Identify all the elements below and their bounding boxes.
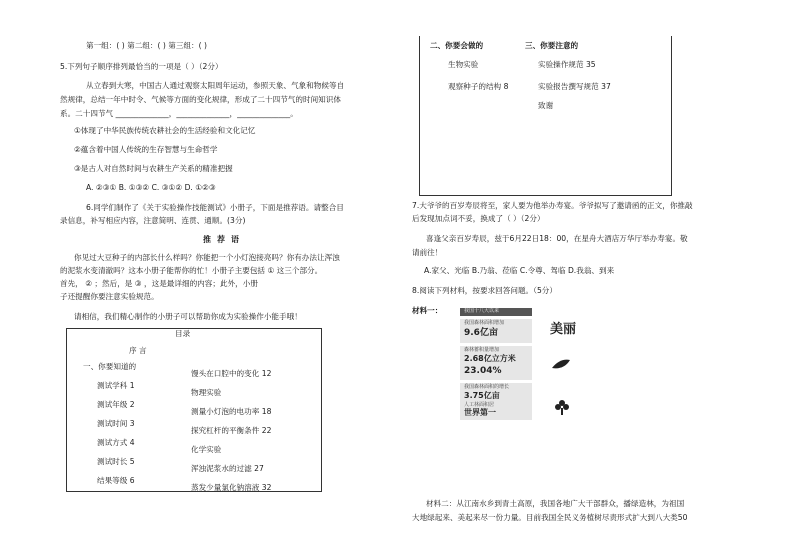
rec-line-3: 首先， ② ；然后，是 ③ ，这是最详细的内容；此外，小册 bbox=[60, 279, 258, 288]
q7-body-line-1: 喜逢父亲百岁寿辰，兹于6月22日18：00，在星舟大酒店万华厅举办寿宴。敬 bbox=[426, 234, 688, 243]
toc-item: 物理实验 bbox=[191, 388, 222, 397]
toc-section-3: 三、你要注意的 bbox=[525, 41, 579, 50]
q5-passage-line-1: 从立春到大寒，中国古人通过观察太阳周年运动，参照天象、气象和物候等自 bbox=[86, 81, 345, 90]
q8-stem: 8.阅读下列材料，按要求回答问题。（5分） bbox=[412, 286, 557, 295]
rec-line-1: 你见过大豆种子的内部长什么样吗？你能把一个小灯泡接亮吗？你有办法让浑浊 bbox=[74, 253, 340, 262]
q7-stem-line-2: 后发现加点词不妥，换成了（ ）（2分） bbox=[412, 214, 545, 223]
q5-option-3: ③是古人对自然时间与农耕生产关系的精准把握 bbox=[74, 164, 233, 173]
groups-line: 第一组：( ) 第二组：( ) 第三组：( ) bbox=[86, 41, 207, 50]
toc-item: 馒头在口腔中的变化 12 bbox=[191, 369, 272, 378]
infographic-panel-1: 我国森林面积增加 9.6亿亩 bbox=[460, 319, 532, 343]
rec-line-4: 子还提醒你要注意实验规范。 bbox=[60, 292, 159, 301]
rec-closing: 请相信，我们精心制作的小册子可以帮助你成为实验操作小能手哦！ bbox=[74, 312, 302, 321]
toc-thanks: 致谢 bbox=[538, 101, 554, 110]
infographic-panel-2: 森林蓄积量增加 2.68亿立方米 23.04% bbox=[460, 346, 532, 380]
toc-item: 结果等级 6 bbox=[97, 476, 135, 485]
toc-box bbox=[66, 328, 322, 492]
toc-item: 浑浊泥浆水的过滤 27 bbox=[191, 464, 264, 473]
toc-item: 测试方式 4 bbox=[97, 438, 135, 447]
toc-title: 目录 bbox=[175, 329, 191, 338]
q7-choices: A.家父、光临 B.乃翁、莅临 C.令尊、驾临 D.我翁、到来 bbox=[424, 266, 615, 275]
rec-line-2: 的泥浆水变清澈吗？这本小册子能帮你的忙！小册子主要包括 ① 这三个部分。 bbox=[60, 266, 323, 275]
infographic-header: 我国十八大以来 bbox=[460, 308, 532, 316]
toc-item: 测试年级 2 bbox=[97, 400, 135, 409]
toc-bio: 生物实验 bbox=[448, 60, 479, 69]
infographic-panel-3: 我国森林面积的增长 3.75亿亩 人工林面积居 世界第一 bbox=[460, 383, 532, 420]
q5-option-1: ①体现了中华民族传统农耕社会的生活经验和文化记忆 bbox=[74, 126, 256, 135]
toc-section-1: 一、你要知道的 bbox=[83, 362, 137, 371]
q5-stem: 5.下列句子顺序排列最恰当的一项是（ ）（2分） bbox=[60, 62, 223, 71]
q5-passage-line-2: 然规律，总结一年中时令、气候等方面的变化规律，形成了二十四节气的时间知识体 bbox=[60, 95, 341, 104]
toc-item: 测试时间 3 bbox=[97, 419, 135, 428]
q6-stem-line-2: 录信息，补写相应内容，注意简明、连贯、通顺。(3分) bbox=[60, 216, 246, 225]
infographic-image bbox=[460, 308, 600, 420]
toc-item: 测量小灯泡的电功率 18 bbox=[191, 407, 272, 416]
tree-icon bbox=[554, 398, 570, 416]
toc-item: 测试学科 1 bbox=[97, 381, 135, 390]
toc-rule-1: 实验操作规范 35 bbox=[538, 60, 596, 69]
toc-continuation-box bbox=[419, 36, 672, 196]
q7-body-line-2: 请前往！ bbox=[412, 248, 443, 257]
material-2-line-2: 大地绿起来、美起来尽一份力量。目前我国全民义务植树尽责形式扩大到八大类50 bbox=[412, 513, 688, 522]
toc-item: 测试时长 5 bbox=[97, 457, 135, 466]
toc-item: 探究杠杆的平衡条件 22 bbox=[191, 426, 272, 435]
q5-option-2: ②蕴含着中国人传统的生存智慧与生命哲学 bbox=[74, 145, 218, 154]
recommendation-title: 推荐语 bbox=[203, 235, 245, 244]
toc-section-2: 二、你要会做的 bbox=[430, 41, 484, 50]
green-leaf-icon bbox=[550, 358, 572, 372]
q7-stem-line-1: 7.大爷爷的百岁寿辰将至，家人要为他举办寿宴。爷爷拟写了邀请函的正文，你推敲 bbox=[412, 201, 693, 210]
material-1-label: 材料一： bbox=[412, 306, 443, 315]
q5-passage-line-3: 系。二十四节气 ______________，______________，______________。 bbox=[60, 109, 298, 118]
calligraphy-text: 美丽 bbox=[550, 322, 577, 337]
q5-choices: A. ②③① B. ①③② C. ③①② D. ①②③ bbox=[86, 183, 216, 192]
material-2-line-1: 材料二：从江南水乡到青土高原，我国各地广大干部群众，播绿造林，为祖国 bbox=[426, 499, 685, 508]
toc-seed: 观察种子的结构 8 bbox=[448, 82, 509, 91]
toc-preface: 序 言 bbox=[129, 346, 147, 355]
q6-stem-line-1: 6.同学们制作了《关于实验操作技能测试》小册子，下面是推荐语。请整合目 bbox=[86, 203, 344, 212]
toc-item: 化学实验 bbox=[191, 445, 222, 454]
toc-item: 蒸发少量氯化钠溶液 32 bbox=[191, 483, 272, 492]
toc-rule-2: 实验报告撰写规范 37 bbox=[538, 82, 611, 91]
